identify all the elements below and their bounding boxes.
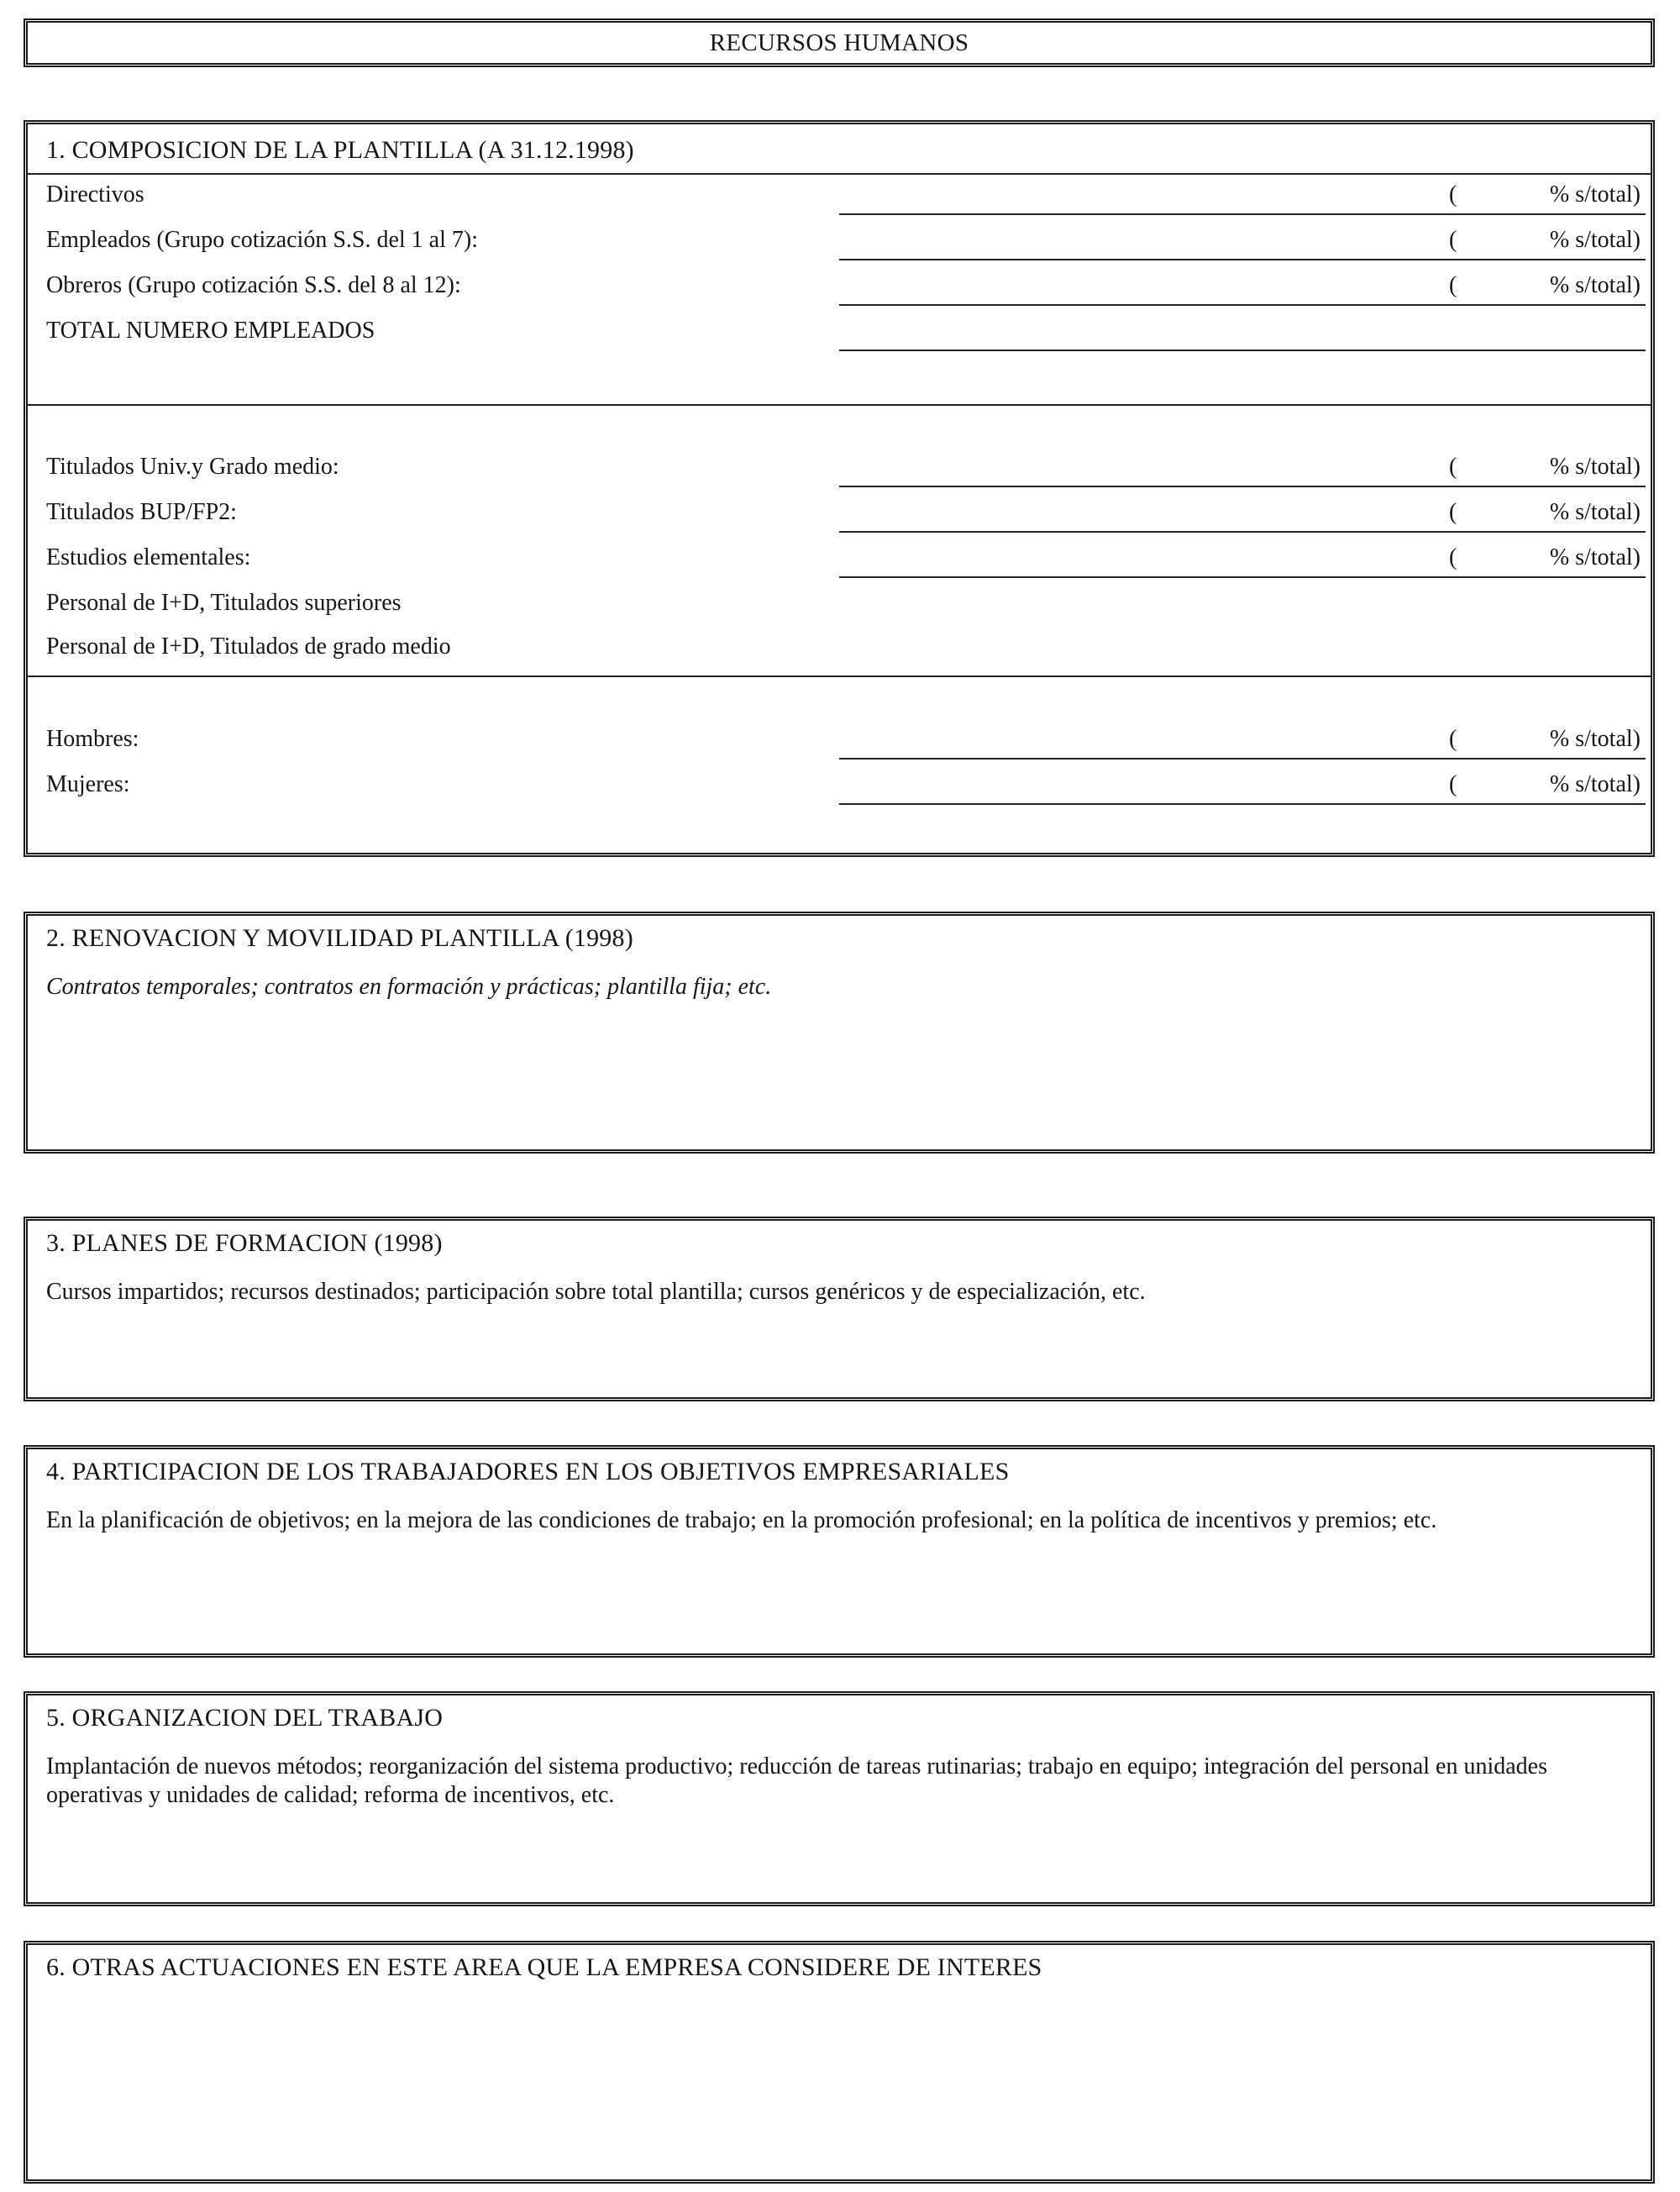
section-composicion-plantilla [24, 120, 1655, 857]
paren: ( [1449, 544, 1457, 570]
section-planes-formacion[interactable] [24, 1217, 1655, 1401]
paren: ( [1449, 272, 1457, 298]
row-total-empleados [28, 311, 1651, 351]
pct-label: % s/total) [1549, 272, 1641, 298]
pct-label: % s/total) [1549, 499, 1641, 525]
estudios-elementales-field[interactable] [839, 576, 1646, 578]
row-hombres [28, 719, 1651, 760]
row-empleados [28, 220, 1651, 260]
paren: ( [1449, 499, 1457, 525]
pct-label: % s/total) [1549, 454, 1641, 480]
titulados-univ-field[interactable] [839, 486, 1646, 487]
section3-heading: 3. PLANES DE FORMACION (1998) [46, 1229, 443, 1257]
row-titulados-bup [28, 492, 1651, 533]
row-label: Estudios elementales: [46, 544, 251, 570]
row-estudios-elementales [28, 538, 1651, 578]
pct-label: % s/total) [1549, 181, 1641, 208]
obreros-field[interactable] [839, 304, 1646, 306]
paren: ( [1449, 771, 1457, 797]
total-empleados-field[interactable] [839, 350, 1646, 351]
pct-label: % s/total) [1549, 544, 1641, 570]
row-id-superiores [28, 583, 1651, 623]
section-renovacion-movilidad[interactable] [24, 912, 1655, 1154]
section5-description: Implantación de nuevos métodos; reorganización del sistema productivo; reducción de tareas rutinarias; trabajo en equipo; integración del personal en unidades operativas y unidades de calidad; reforma de incentivos, etc. [46, 1753, 1547, 1808]
row-label: Directivos [46, 181, 144, 208]
row-label: Empleados (Grupo cotización S.S. del 1 al 7): [46, 227, 478, 253]
title-box [24, 18, 1655, 67]
section-participacion-trabajadores[interactable] [24, 1445, 1655, 1658]
paren: ( [1449, 227, 1457, 253]
hombres-field[interactable] [839, 758, 1646, 760]
section1-divider-b [28, 675, 1651, 677]
row-label: Titulados BUP/FP2: [46, 499, 237, 525]
row-label: Titulados Univ.y Grado medio: [46, 454, 339, 480]
row-directivos [28, 175, 1651, 215]
row-label: Obreros (Grupo cotización S.S. del 8 al 12): [46, 272, 461, 298]
section1-divider-a [28, 404, 1651, 406]
page-title: RECURSOS HUMANOS [709, 29, 969, 56]
section4-description: En la planificación de objetivos; en la mejora de las condiciones de trabajo; en la promoción profesional; en la política de incentivos y premios; etc. [46, 1507, 1437, 1533]
paren: ( [1449, 726, 1457, 752]
paren: ( [1449, 181, 1457, 208]
section-organizacion-trabajo[interactable] [24, 1691, 1655, 1906]
row-titulados-univ [28, 447, 1651, 487]
paren: ( [1449, 454, 1457, 480]
section2-description: Contratos temporales; contratos en formación y prácticas; plantilla fija; etc. [46, 974, 772, 1000]
section6-heading: 6. OTRAS ACTUACIONES EN ESTE AREA QUE LA EMPRESA CONSIDERE DE INTERES [46, 1953, 1042, 1981]
row-mujeres [28, 765, 1651, 805]
pct-label: % s/total) [1549, 726, 1641, 752]
row-label: Personal de I+D, Titulados superiores [46, 590, 402, 616]
pct-label: % s/total) [1549, 227, 1641, 253]
section5-heading: 5. ORGANIZACION DEL TRABAJO [46, 1704, 444, 1732]
section4-heading: 4. PARTICIPACION DE LOS TRABAJADORES EN LOS OBJETIVOS EMPRESARIALES [46, 1458, 1010, 1485]
directivos-field[interactable] [839, 213, 1646, 215]
section-otras-actuaciones[interactable] [24, 1941, 1655, 2184]
section1-heading: 1. COMPOSICION DE LA PLANTILLA (A 31.12.1998) [46, 136, 634, 164]
empleados-field[interactable] [839, 259, 1646, 260]
section3-description: Cursos impartidos; recursos destinados; participación sobre total plantilla; cursos genéricos y de especialización, etc. [46, 1279, 1146, 1305]
row-id-grado-medio [28, 627, 1651, 667]
section2-heading: 2. RENOVACION Y MOVILIDAD PLANTILLA (1998) [46, 924, 633, 952]
pct-label: % s/total) [1549, 771, 1641, 797]
row-label: Personal de I+D, Titulados de grado medio [46, 633, 451, 660]
row-label: TOTAL NUMERO EMPLEADOS [46, 318, 375, 344]
row-label: Hombres: [46, 726, 139, 752]
row-label: Mujeres: [46, 771, 130, 797]
mujeres-field[interactable] [839, 803, 1646, 805]
titulados-bup-field[interactable] [839, 531, 1646, 533]
row-obreros [28, 265, 1651, 306]
